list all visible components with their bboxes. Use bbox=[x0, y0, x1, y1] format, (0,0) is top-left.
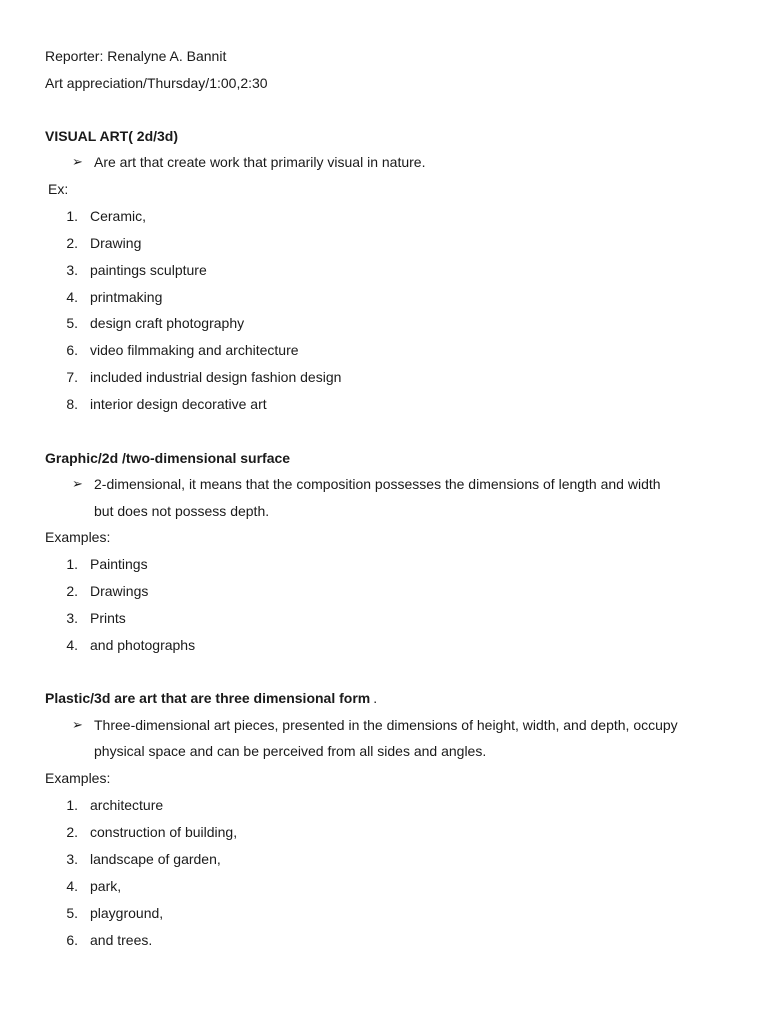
list-item: paintings sculpture bbox=[90, 262, 207, 278]
list-item: printmaking bbox=[90, 289, 163, 305]
reporter-line: Reporter: Renalyne A. Bannit bbox=[45, 48, 227, 64]
list-item: included industrial design fashion design bbox=[90, 369, 342, 385]
list-number: 5. bbox=[66, 905, 78, 921]
list-item: and trees. bbox=[90, 932, 153, 948]
bullet-text: 2-dimensional, it means that the composition possesses the dimensions of length and width bbox=[94, 476, 661, 492]
list-item: playground, bbox=[90, 905, 164, 921]
list-item: interior design decorative art bbox=[90, 396, 267, 412]
list-number: 8. bbox=[66, 396, 78, 412]
list-number: 2. bbox=[66, 235, 78, 251]
list-item: construction of building, bbox=[90, 824, 238, 840]
list-item: park, bbox=[90, 878, 122, 894]
list-number: 4. bbox=[66, 637, 78, 653]
heading-text: Plastic/3d are art that are three dimensional form bbox=[45, 690, 371, 706]
list-number: 1. bbox=[66, 797, 78, 813]
list-item: Drawings bbox=[90, 583, 149, 599]
list-number: 3. bbox=[66, 262, 78, 278]
list-item: and photographs bbox=[90, 637, 196, 653]
bullet-text-continued: but does not possess depth. bbox=[94, 503, 270, 519]
course-line: Art appreciation/Thursday/1:00,2:30 bbox=[45, 75, 268, 91]
arrow-bullet-icon: ➢ bbox=[72, 154, 83, 169]
list-number: 5. bbox=[66, 315, 78, 331]
list-number: 3. bbox=[66, 851, 78, 867]
list-number: 4. bbox=[66, 878, 78, 894]
bullet-text: Are art that create work that primarily visual in nature. bbox=[94, 154, 426, 170]
list-number: 2. bbox=[66, 824, 78, 840]
list-item: Paintings bbox=[90, 556, 148, 572]
examples-label: Examples: bbox=[45, 770, 111, 786]
list-number: 6. bbox=[66, 932, 78, 948]
section-heading-graphic: Graphic/2d /two-dimensional surface bbox=[45, 450, 291, 466]
section-heading-plastic bbox=[45, 689, 377, 707]
list-number: 4. bbox=[66, 289, 78, 305]
list-item: Drawing bbox=[90, 235, 142, 251]
list-item: landscape of garden, bbox=[90, 851, 221, 867]
list-number: 1. bbox=[66, 556, 78, 572]
examples-label: Ex: bbox=[48, 181, 69, 197]
list-item: video filmmaking and architecture bbox=[90, 342, 299, 358]
list-item: architecture bbox=[90, 797, 164, 813]
bullet-text-continued: physical space and can be perceived from all sides and angles. bbox=[94, 743, 487, 759]
list-number: 1. bbox=[66, 208, 78, 224]
list-item: Prints bbox=[90, 610, 126, 626]
bullet-text: Three-dimensional art pieces, presented in the dimensions of height, width, and depth, occupy bbox=[94, 717, 678, 733]
heading-period: . bbox=[373, 690, 378, 706]
list-item: design craft photography bbox=[90, 315, 245, 331]
list-item: Ceramic, bbox=[90, 208, 147, 224]
list-number: 7. bbox=[66, 369, 78, 385]
examples-label: Examples: bbox=[45, 529, 111, 545]
list-number: 2. bbox=[66, 583, 78, 599]
section-heading-visual-art: VISUAL ART( 2d/3d) bbox=[45, 128, 179, 144]
list-number: 6. bbox=[66, 342, 78, 358]
list-number: 3. bbox=[66, 610, 78, 626]
arrow-bullet-icon: ➢ bbox=[72, 476, 83, 491]
arrow-bullet-icon: ➢ bbox=[72, 717, 83, 732]
